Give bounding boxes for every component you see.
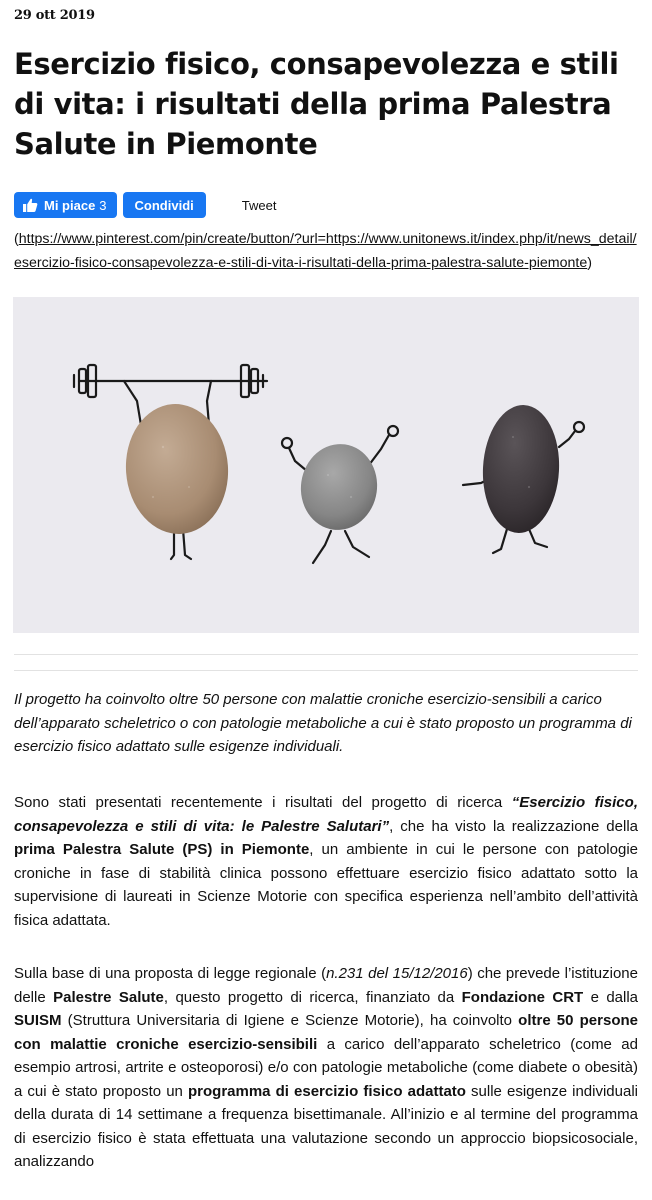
p2-text-1: Sulla base di una proposta di legge regionale ( (14, 965, 327, 982)
participants-highlight: oltre 50 persone con malattie croniche esercizio-sensibili (14, 1012, 638, 1053)
p2-text-13: sulle esigenze individuali della durata di 14 settimane a frequenza bisettimanale. All’inizio e al termine del programma di esercizio fisico è stata effettuata una valutazione secondo un approccio biopsicosociale, analizzando (14, 1082, 638, 1170)
pinterest-open-paren: ( (14, 231, 19, 247)
article-title: Esercizio fisico, consapevolezza e stili di vita: i risultati della prima Palestra Salute in Piemonte (14, 47, 619, 161)
share-label: Condividi (134, 197, 194, 213)
project-name: “Esercizio fisico, consapevolezza e stili di vita: le Palestre Salutari” (14, 794, 638, 835)
article-lead: Il progetto ha coinvolto oltre 50 persone con malattie croniche esercizio-sensibili a carico dell’apparato scheletrico o con patologie metaboliche a cui è stato proposto un programma di esercizio fisico adattato sulle esigenze individuali. (14, 691, 632, 755)
program-highlight: programma di esercizio fisico adattato (188, 1082, 466, 1100)
p2-text-9: (Struttura Universitaria di Igiene e Scienze Motorie), ha coinvolto (61, 1012, 519, 1029)
p2-text-11: a carico dell’apparato scheletrico (come ad esempio artrosi, artrite e osteoporosi) e/o con patologie metaboliche (come diabete o obesità) a cui è stato proposto un (14, 1035, 638, 1100)
p2-text-3: ) che prevede l’istituzione delle (14, 965, 638, 1006)
facebook-like-button[interactable] (14, 192, 117, 218)
palestre-salute-highlight: Palestre Salute (53, 988, 164, 1006)
stones-exercising-illustration (13, 297, 639, 633)
fondazione-crt-highlight: Fondazione CRT (461, 988, 584, 1006)
p1-text-1: Sono stati presentati recentemente i risultati del progetto di ricerca (14, 794, 512, 811)
like-label: Mi piace (44, 197, 96, 213)
article-paragraph-2 (14, 962, 638, 1174)
p2-text-5: , questo progetto di ricerca, finanziato da (163, 988, 462, 1006)
divider-top (14, 654, 638, 655)
law-reference: n.231 del 15/12/2016 (326, 965, 468, 982)
like-count: 3 (99, 197, 107, 213)
pinterest-link-block (14, 228, 638, 275)
facebook-share-button[interactable] (123, 192, 206, 218)
first-gym-highlight: prima Palestra Salute (PS) in Piemonte (14, 841, 310, 858)
suism-highlight: SUISM (14, 1012, 62, 1029)
social-bar (14, 192, 276, 218)
p1-text-3: , che ha visto la realizzazione della (389, 817, 638, 835)
pinterest-link[interactable]: https://www.pinterest.com/pin/create/button/?url=https://www.unitonews.it/index.php/it/news_detail/esercizio-fisico-consapevolezza-e-stili-di-vita-i-risultati-della-prima-palestra-salute-piemonte (14, 231, 637, 271)
tweet-button[interactable] (242, 198, 277, 213)
tweet-label: Tweet (241, 197, 277, 213)
p2-text-7: e dalla (583, 988, 639, 1006)
article-paragraph-1 (14, 791, 638, 932)
thumbs-up-icon (22, 197, 38, 213)
article-date: 29 ott 2019 (14, 8, 95, 23)
pinterest-close-paren: ) (587, 254, 592, 271)
article-photo (13, 297, 639, 633)
divider-bottom (14, 670, 638, 671)
p1-text-5: , un ambiente in cui le persone con patologie croniche in fase di stabilità clinica possono effettuare esercizio fisico adattato sotto la supervisione di laureati in Scienze Motorie con specifica esperienza nell’ambito dell’attività fisica adattata. (14, 841, 638, 929)
